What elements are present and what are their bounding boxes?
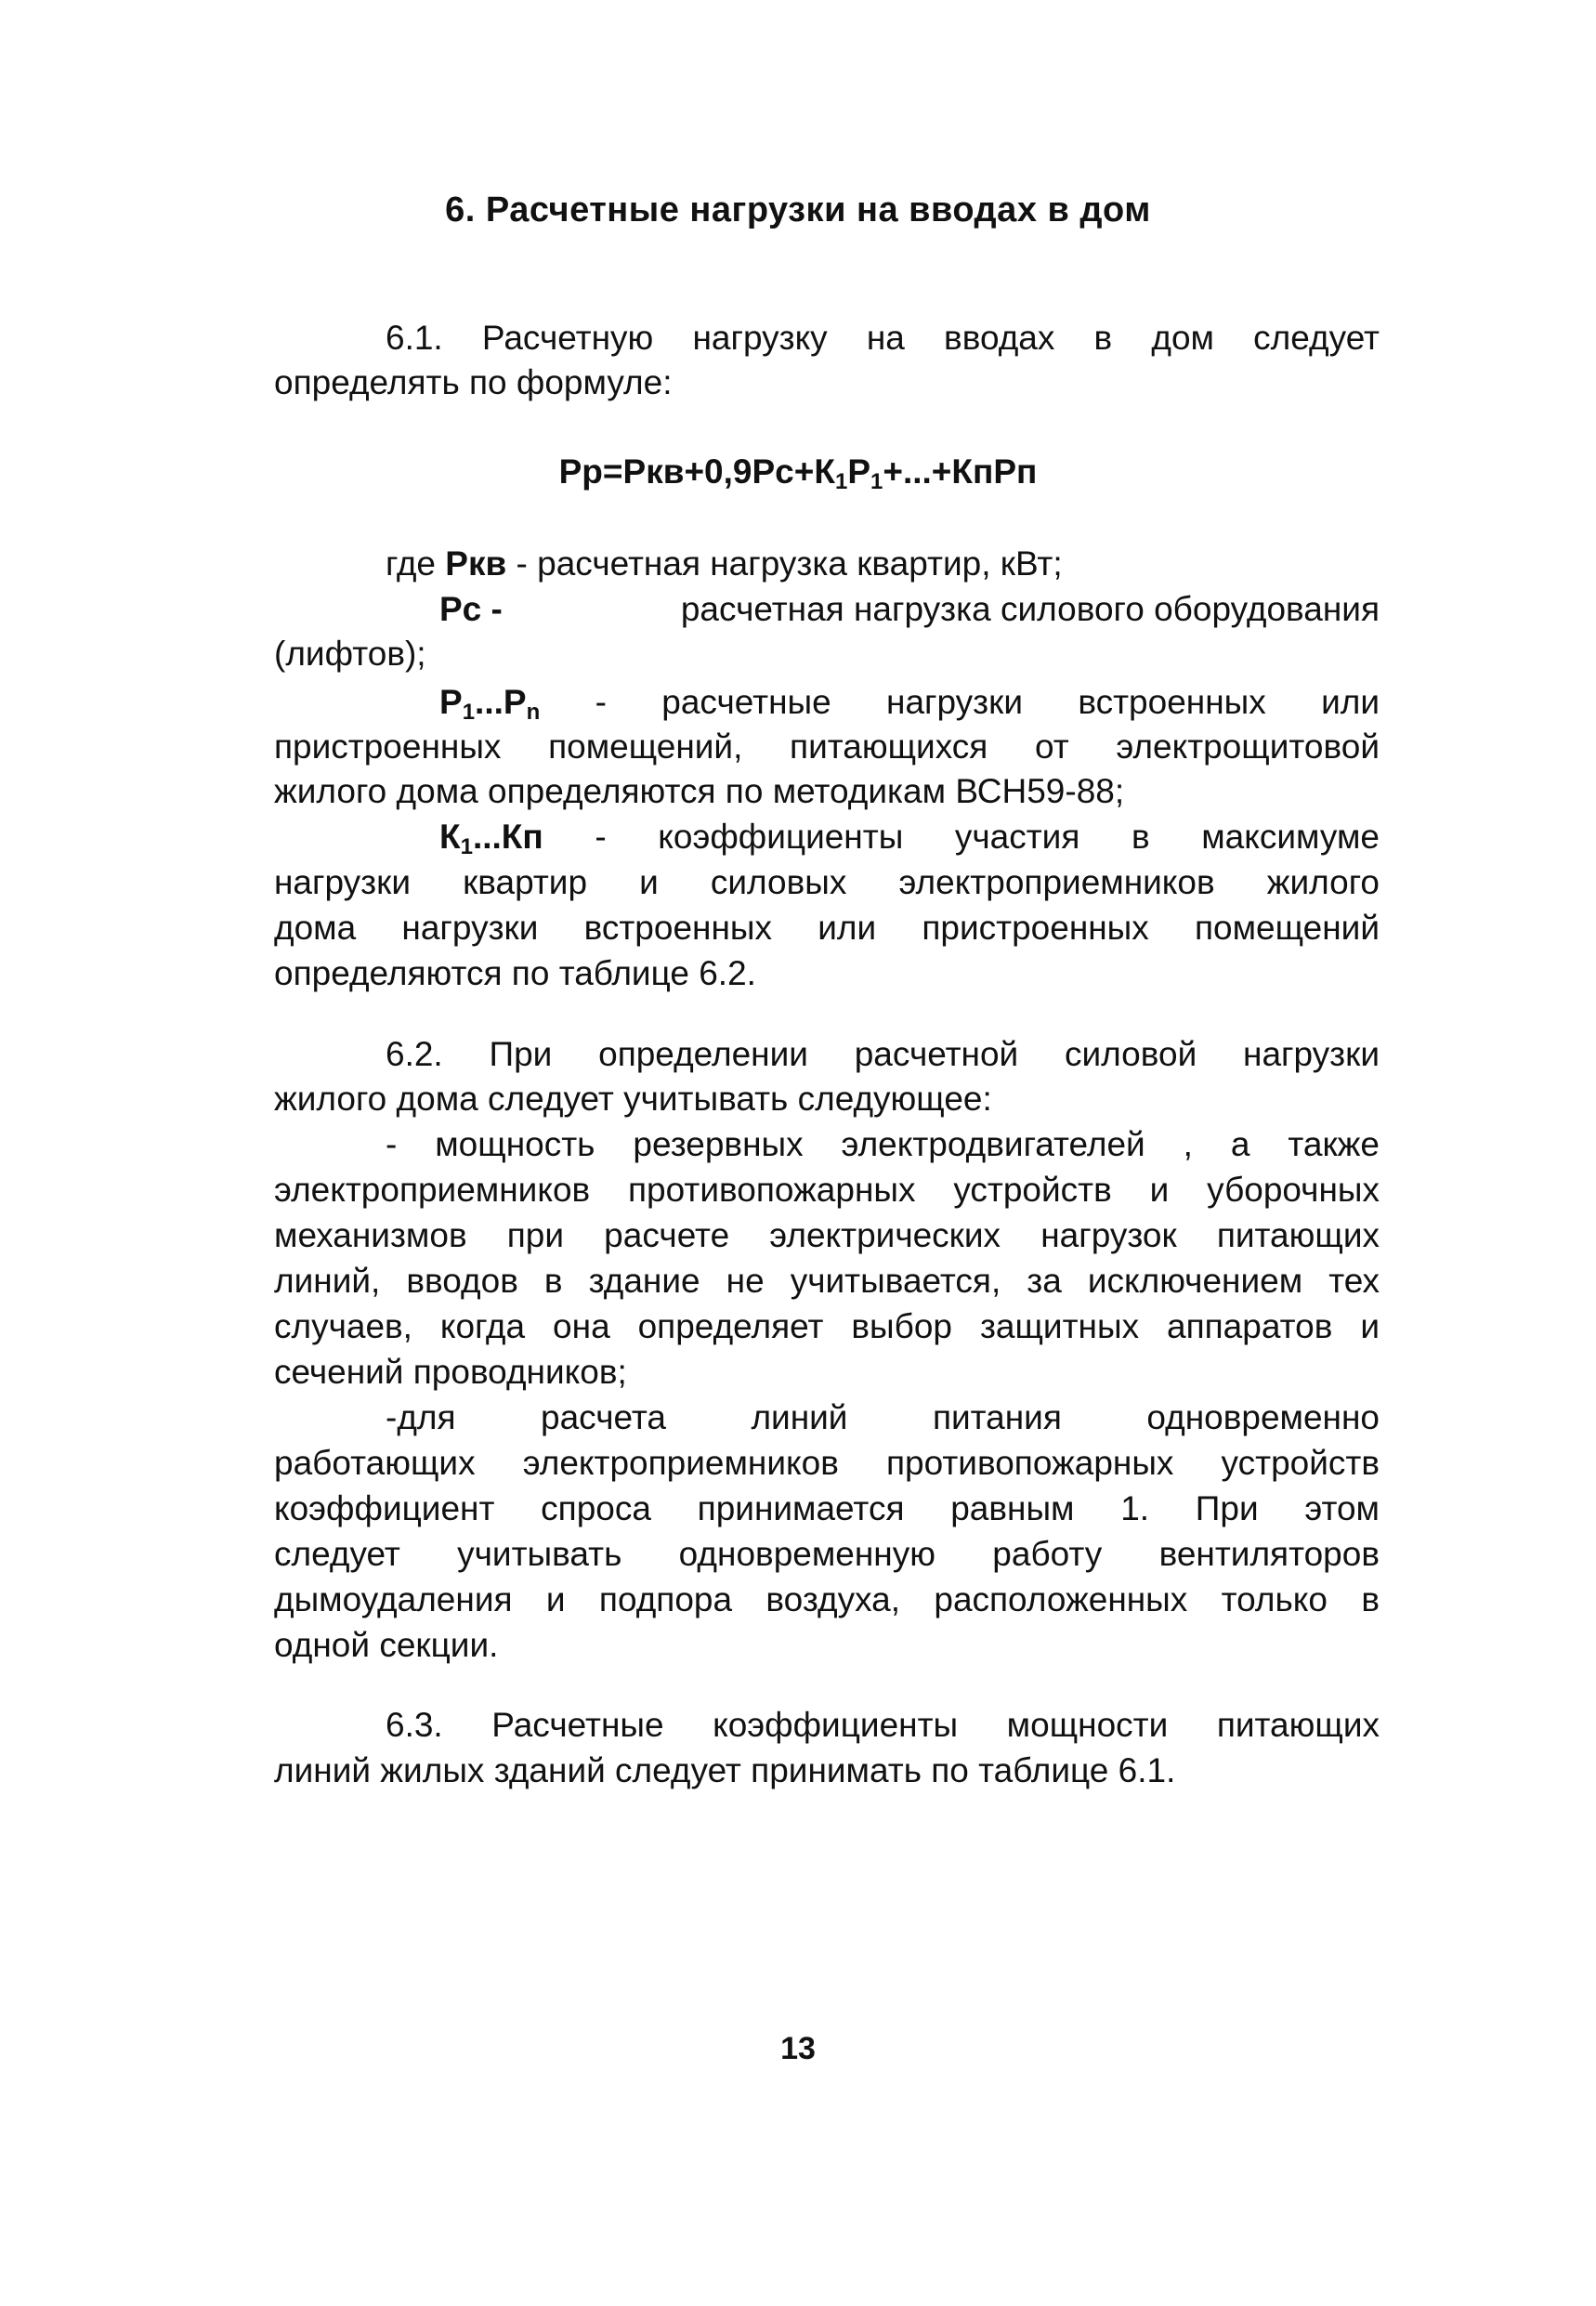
definition-rkv	[386, 542, 1491, 586]
formula-subscript: 1	[870, 469, 883, 494]
bullet-1-line: электроприемников противопожарных устройств и уборочных	[274, 1171, 1380, 1209]
definition-text: - расчетная нагрузка квартир, кВт;	[506, 544, 1063, 583]
paragraph-6-2-line: 6.2. При определении расчетной силовой нагрузки	[386, 1035, 1380, 1073]
definition-text: расчетная нагрузка силового оборудования	[680, 590, 1380, 628]
definition-k1-kn	[439, 815, 1380, 859]
page-number: 13	[780, 2031, 816, 2066]
bullet-1-line: линий, вводов в здание не учитывается, за исключением тех	[274, 1262, 1380, 1300]
formula-subscript: 1	[834, 469, 848, 494]
bullet-2-line: одной секции.	[274, 1626, 499, 1664]
formula-part: +...+КпРп	[883, 452, 1038, 491]
definition-line: нагрузки квартир и силовых электроприемников жилого	[274, 863, 1380, 901]
bullet-1-line: сечений проводников;	[274, 1353, 627, 1391]
formula-part: Р	[847, 452, 870, 491]
definition-line: жилого дома определяются по методикам ВСН59-88;	[274, 772, 1125, 810]
paragraph-6-3-line: линий жилых зданий следует принимать по таблице 6.1.	[274, 1751, 1176, 1789]
bullet-2-line: коэффициент спроса принимается равным 1. При этом	[274, 1489, 1380, 1527]
bullet-2-line: работающих электроприемников противопожарных устройств	[274, 1444, 1380, 1482]
bullet-2-line: -для расчета линий питания одновременно	[386, 1398, 1380, 1436]
bullet-1-line: механизмов при расчете электрических нагрузок питающих	[274, 1216, 1380, 1254]
definition-line: дома нагрузки встроенных или пристроенных помещений	[274, 909, 1380, 947]
formula-part: Рр=Ркв+0,9Рс+К	[558, 452, 835, 491]
symbol-subscript: 1	[460, 834, 473, 859]
paragraph-6-1-line: 6.1. Расчетную нагрузку на вводах в дом следует	[386, 319, 1380, 357]
bullet-2-line: дымоудаления и подпора воздуха, расположенных только в	[274, 1580, 1380, 1618]
definition-text: - коэффициенты участия в максимуме	[543, 818, 1380, 856]
symbol-subscript: n	[526, 700, 541, 725]
bullet-1-line: случаев, когда она определяет выбор защитных аппаратов и	[274, 1307, 1380, 1345]
definition-text: - расчетные нагрузки встроенных или	[540, 683, 1380, 721]
definition-line: пристроенных помещений, питающихся от электрощитовой	[274, 727, 1380, 766]
definition-line: определяются по таблице 6.2.	[274, 954, 756, 992]
symbol-rc: Рс -	[439, 590, 503, 628]
symbol-part: ...Кп	[472, 818, 543, 856]
bullet-2-line: следует учитывать одновременную работу вентиляторов	[274, 1535, 1380, 1573]
symbol-rkv: Ркв	[445, 544, 507, 583]
symbol-subscript: 1	[462, 700, 476, 725]
symbol-part: К	[439, 818, 461, 856]
symbol-part: ...Р	[475, 683, 527, 721]
definition-rc-continuation: (лифтов);	[274, 635, 426, 673]
definition-lead: где	[386, 544, 446, 583]
symbol-p1-pn	[439, 683, 541, 725]
symbol-k1-kn	[439, 818, 543, 859]
paragraph-6-1-line: определять по формуле:	[274, 363, 673, 401]
paragraph-6-2-line: жилого дома следует учитывать следующее:	[274, 1080, 992, 1118]
load-formula	[0, 452, 1596, 494]
definition-p1-pn	[439, 680, 1380, 725]
section-heading: 6. Расчетные нагрузки на вводах в дом	[445, 190, 1151, 229]
definition-rc	[439, 587, 1380, 632]
symbol-part: Р	[439, 683, 463, 721]
paragraph-6-3-line: 6.3. Расчетные коэффициенты мощности питающих	[386, 1706, 1380, 1744]
bullet-1-line: - мощность резервных электродвигателей , а также	[386, 1125, 1380, 1163]
